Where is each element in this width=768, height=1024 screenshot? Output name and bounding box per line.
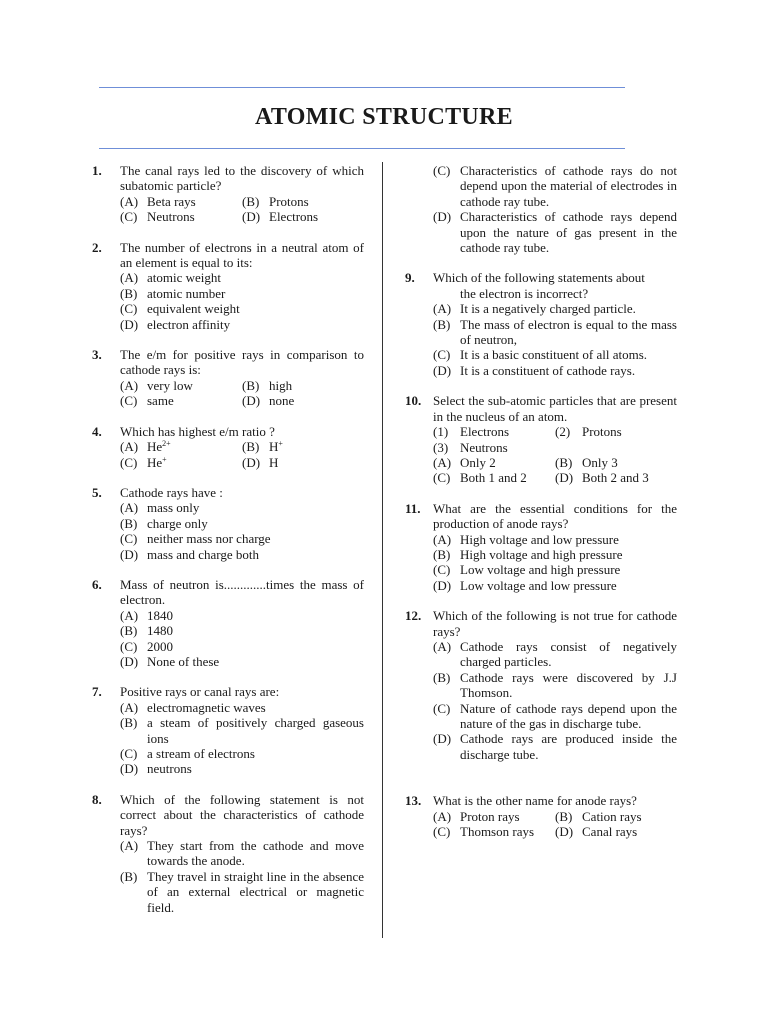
option-d: (D) Cathode rays are produced inside the discharge tube. xyxy=(433,731,677,762)
question-5 xyxy=(92,485,364,562)
option-a: (A) Only 2 xyxy=(433,454,496,470)
option-c: (C) Low voltage and high pressure xyxy=(433,562,621,578)
title-rule-top xyxy=(99,87,625,88)
question-1 xyxy=(92,163,364,225)
question-number: 9. xyxy=(405,270,415,286)
option-a: (A) High voltage and low pressure xyxy=(433,531,619,547)
statement-2: (2) Protons xyxy=(555,424,622,440)
statement-1: (1) Electrons xyxy=(433,424,510,440)
option-c: (C) Thomson rays xyxy=(433,824,535,840)
option-c: (C) Neutrons xyxy=(120,209,195,225)
option-b: (B) charge only xyxy=(120,515,208,531)
question-8 xyxy=(92,792,364,915)
question-number: 2. xyxy=(92,239,102,255)
question-number: 5. xyxy=(92,484,102,500)
option-a: (A) It is a negatively charged particle. xyxy=(433,301,636,317)
option-d: (D) electron affinity xyxy=(120,316,231,332)
option-a: (A) 1840 xyxy=(120,607,173,623)
option-c: (C) a stream of electrons xyxy=(120,746,255,761)
option-d: (D) Low voltage and low pressure xyxy=(433,577,617,593)
option-b: (B) High voltage and high pressure xyxy=(433,546,623,562)
question-number: 1. xyxy=(92,163,102,178)
option-b: (B) H+ xyxy=(242,439,283,455)
option-d: (D) mass and charge both xyxy=(120,546,260,562)
question-stem: Mass of neutron is.............times the mass of electron. xyxy=(120,576,364,608)
question-7 xyxy=(92,684,364,776)
question-number: 6. xyxy=(92,576,102,592)
option-a: (A) $He^{2+}$ xyxy=(120,439,171,455)
option-d: (D) none xyxy=(242,393,295,409)
question-stem: The e/m for positive rays in comparison to cathode rays is: xyxy=(120,347,364,378)
option-a: (A) atomic weight xyxy=(120,270,222,286)
question-stem: Which of the following statements about xyxy=(433,270,645,286)
option-a: (A) electromagnetic waves xyxy=(120,699,266,715)
column-divider xyxy=(382,162,383,938)
option-d: (D) Both 2 and 3 xyxy=(555,470,649,486)
question-12 xyxy=(405,608,677,762)
option-c: (C) Nature of cathode rays depend upon the nature of the gas in discharge tube. xyxy=(433,700,677,731)
option-b: (B) high xyxy=(242,377,293,393)
question-stem: What is the other name for anode rays? xyxy=(433,793,637,809)
option-b: (B) Cathode rays were discovered by J.J Thomson. xyxy=(433,669,677,701)
title-rule-bottom xyxy=(99,148,625,149)
question-stem: Positive rays or canal rays are: xyxy=(120,684,280,700)
option-b: (B) Cation rays xyxy=(555,808,642,824)
option-d: (D) Electrons xyxy=(242,209,319,225)
question-number: 11. xyxy=(405,500,421,516)
question-number: 4. xyxy=(92,423,102,439)
question-4 xyxy=(92,424,364,470)
question-number: 12. xyxy=(405,608,422,624)
option-d: (D) neutrons xyxy=(120,761,192,777)
option-b: (B) a steam of positively charged gaseous ions xyxy=(120,715,364,746)
question-stem: Cathode rays have : xyxy=(120,484,223,500)
option-b: (B) Only 3 xyxy=(555,454,618,470)
option-a: (A) Beta rays xyxy=(120,193,196,209)
question-6 xyxy=(92,577,364,669)
option-a: (A) very low xyxy=(120,377,193,393)
option-b: (B) atomic number xyxy=(120,285,226,301)
option-b: (B) 1480 xyxy=(120,623,173,639)
question-10 xyxy=(405,393,677,485)
right-column xyxy=(405,163,677,839)
option-a: (A) Proton rays xyxy=(433,808,520,824)
question-number: 13. xyxy=(405,793,422,809)
question-number: 3. xyxy=(92,347,102,363)
option-d: (D) None of these xyxy=(120,653,220,669)
question-8-continued xyxy=(405,163,677,255)
question-stem: The number of electrons in a neutral atom of an element is equal to its: xyxy=(120,239,364,271)
question-3 xyxy=(92,347,364,409)
question-number: 7. xyxy=(92,684,102,700)
left-column xyxy=(92,163,364,915)
option-b: (B) The mass of electron is equal to the mass of neutron, xyxy=(433,316,677,348)
option-c: (C) Characteristics of cathode rays do not depend upon the material of electrodes in cathode ray tube. xyxy=(433,163,677,209)
option-c: (C) same xyxy=(120,393,174,409)
question-number: 8. xyxy=(92,791,102,807)
question-11 xyxy=(405,501,677,593)
question-2 xyxy=(92,240,364,332)
question-stem-continued: the electron is incorrect? xyxy=(460,285,589,301)
question-stem: What are the essential conditions for the production of anode rays? xyxy=(433,500,677,532)
option-b: (B) Protons xyxy=(242,193,309,209)
option-a: (A) They start from the cathode and move towards the anode. xyxy=(120,838,364,869)
statement-3: (3) Neutrons xyxy=(433,439,508,455)
question-13 xyxy=(405,793,677,839)
option-c: (C) It is a basic constituent of all atoms. xyxy=(433,347,648,363)
question-9 xyxy=(405,270,677,378)
option-d: (D) Characteristics of cathode rays depend upon the nature of gas present in the cathode ray tube. xyxy=(433,209,677,256)
option-c: (C) 2000 xyxy=(120,638,173,654)
question-stem: The canal rays led to the discovery of which subatomic particle? xyxy=(120,163,364,194)
option-c: (C) equivalent weight xyxy=(120,301,240,317)
option-a: (A) mass only xyxy=(120,500,200,516)
question-stem: Which of the following is not true for cathode rays? xyxy=(433,608,677,639)
option-d: (D) It is a constituent of cathode rays. xyxy=(433,362,636,378)
option-d: (D) H xyxy=(242,454,279,470)
option-c: (C) He+ xyxy=(120,454,167,470)
option-a: (A) Cathode rays consist of negatively charged particles. xyxy=(433,638,677,670)
question-number: 10. xyxy=(405,393,422,409)
question-stem: Which of the following statement is not correct about the characteristics of cathode rays? xyxy=(120,791,364,838)
option-d: (D) Canal rays xyxy=(555,824,638,840)
question-stem: Which has highest e/m ratio ? xyxy=(120,423,275,439)
option-c: (C) Both 1 and 2 xyxy=(433,470,527,486)
question-stem: Select the sub-atomic particles that are present in the nucleus of an atom. xyxy=(433,393,677,424)
option-b: (B) They travel in straight line in the absence of an external electrical or magnetic field. xyxy=(120,868,364,915)
option-c: (C) neither mass nor charge xyxy=(120,531,271,547)
page-title: ATOMIC STRUCTURE xyxy=(255,104,513,130)
